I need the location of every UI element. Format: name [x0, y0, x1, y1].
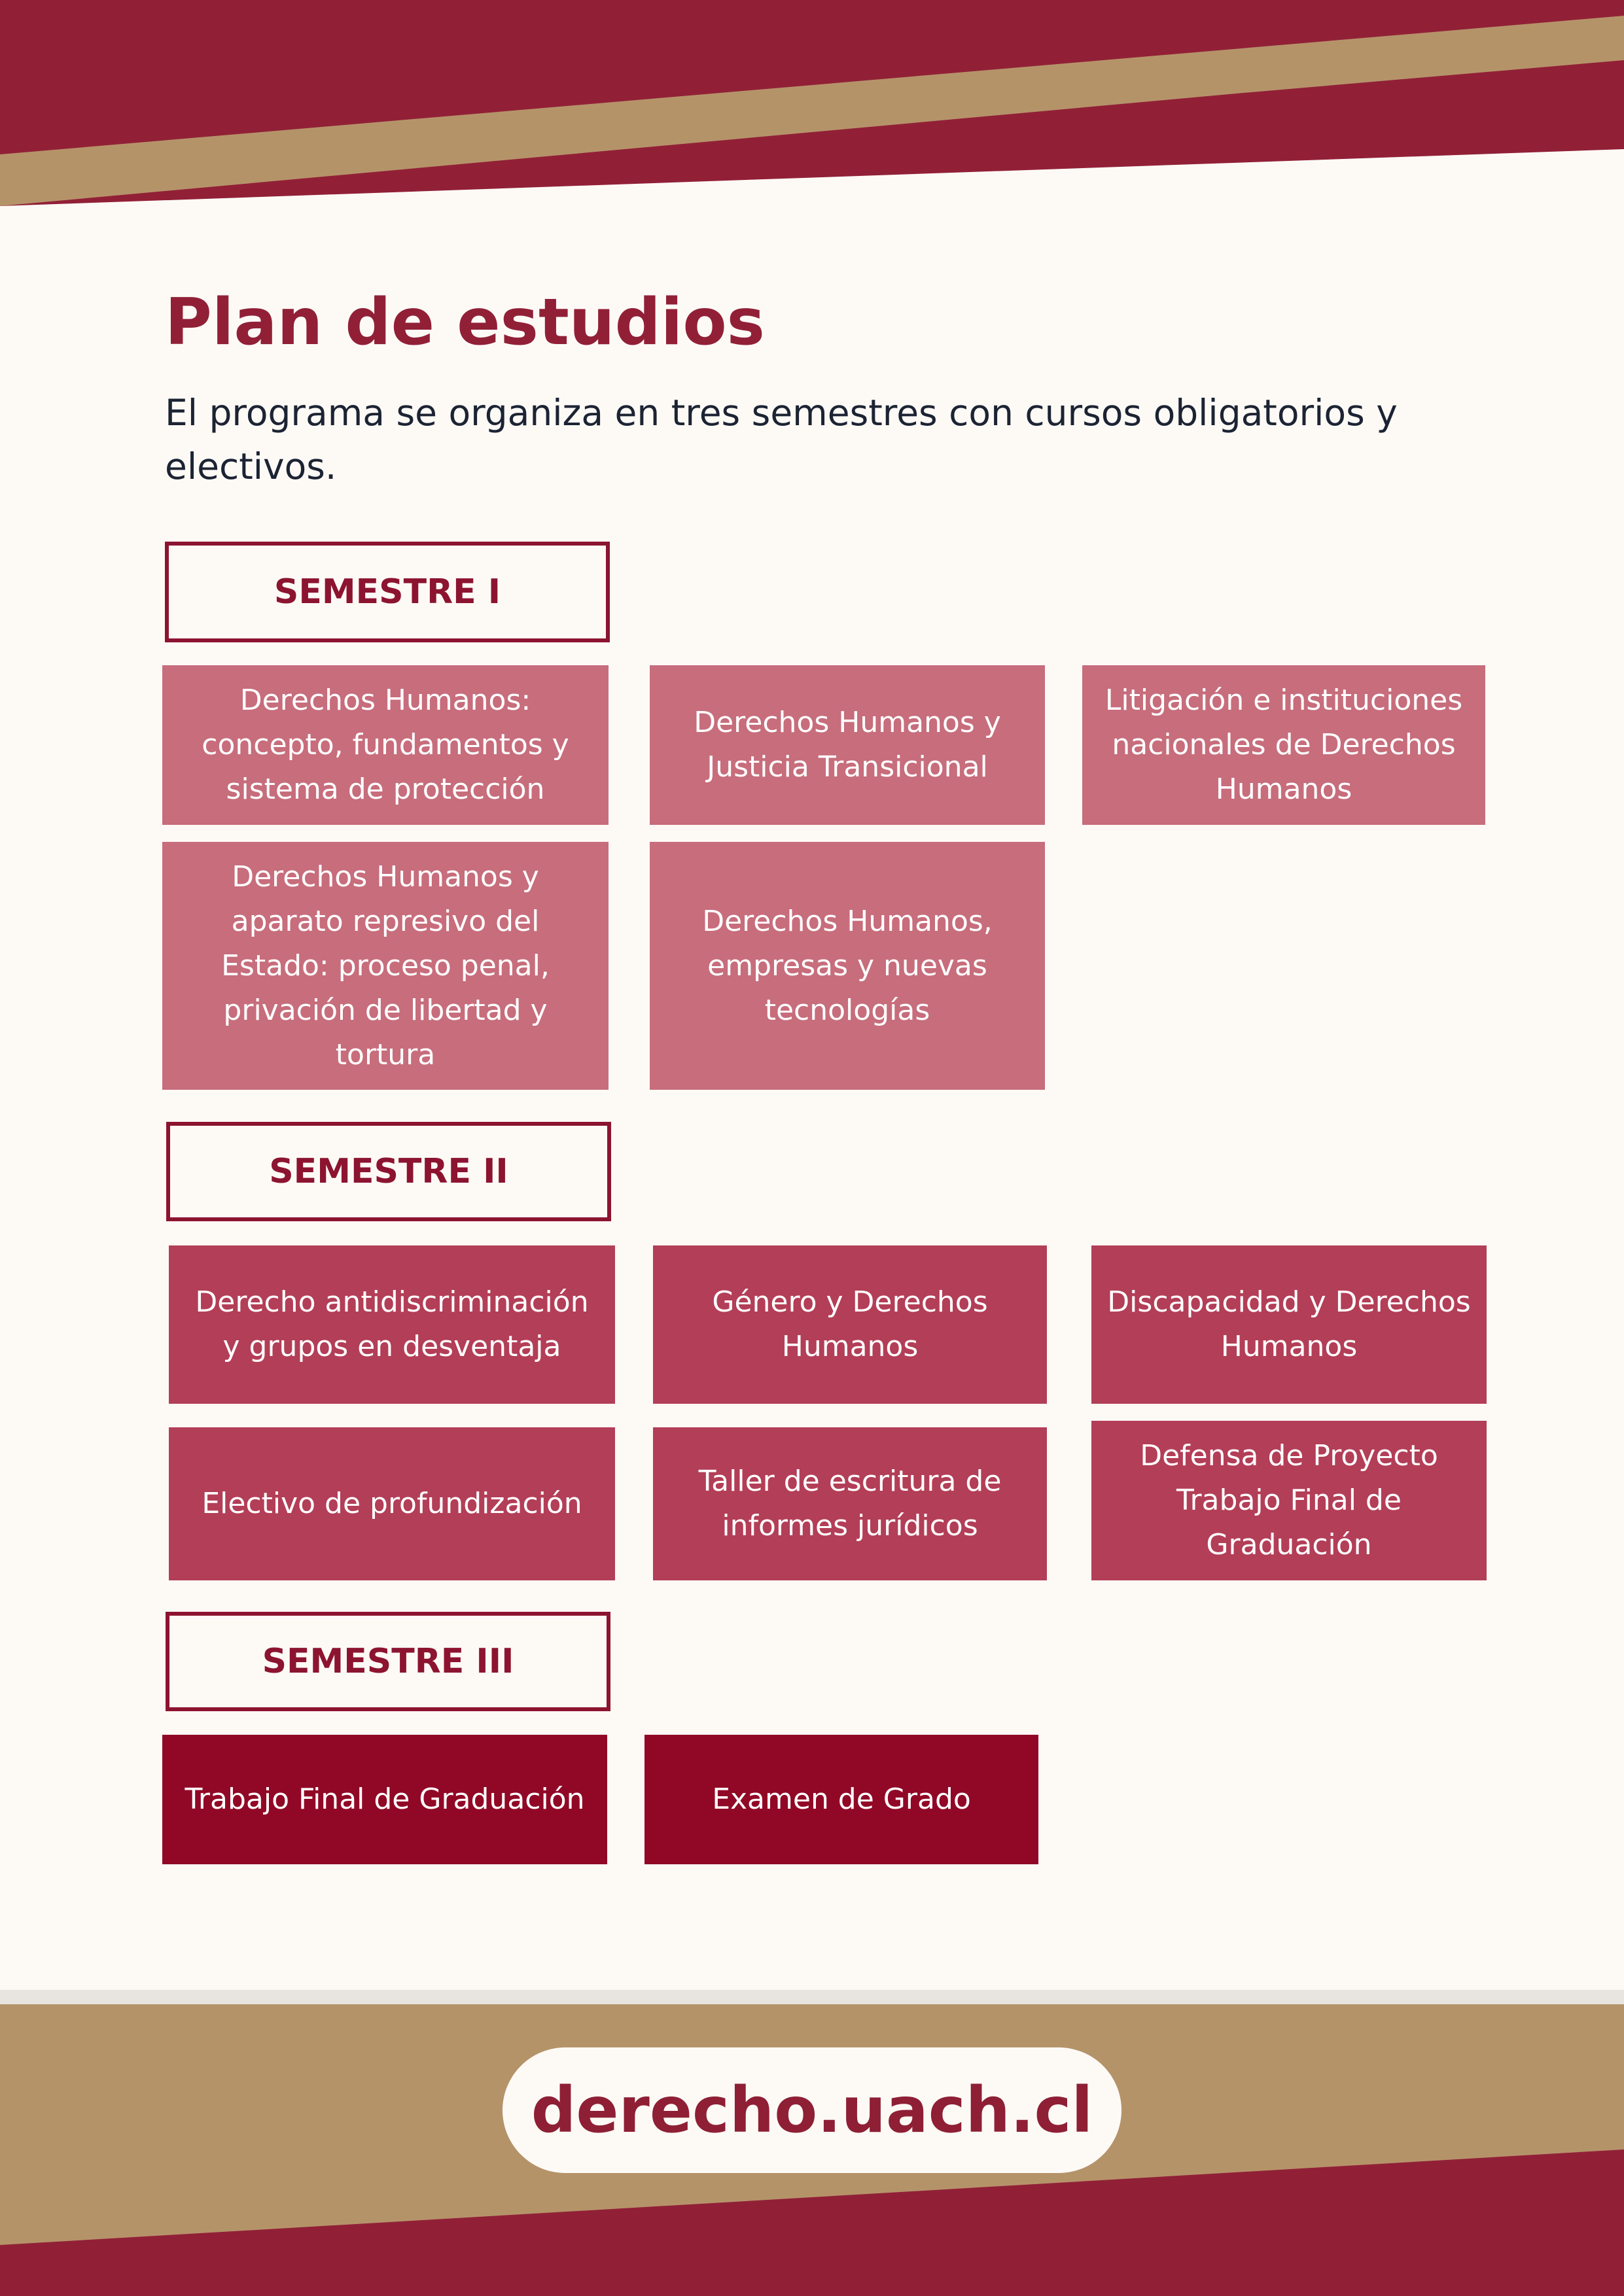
- course-card: Derecho antidiscriminación y grupos en desventaja: [169, 1245, 615, 1404]
- course-card: Defensa de Proyecto Trabajo Final de Graduación: [1091, 1421, 1487, 1580]
- page-intro: El programa se organiza en tres semestres con cursos obligatorios y electivos.: [165, 392, 1398, 487]
- course-card: Derechos Humanos, empresas y nuevas tecnologías: [650, 842, 1045, 1090]
- website-pill: [503, 2047, 1121, 2173]
- course-card: Discapacidad y Derechos Humanos: [1091, 1245, 1487, 1404]
- semester-1-label: SEMESTRE I: [165, 542, 610, 642]
- course-card: Derechos Humanos y aparato represivo del Estado: proceso penal, privación de libertad y tortura: [162, 842, 609, 1090]
- course-card: Litigación e instituciones nacionales de Derechos Humanos: [1082, 665, 1485, 825]
- semester-3-label: SEMESTRE III: [166, 1612, 610, 1711]
- course-card: Electivo de profundización: [169, 1427, 615, 1580]
- course-card: Examen de Grado: [644, 1735, 1038, 1864]
- website-link[interactable]: derecho.uach.cl: [531, 2074, 1093, 2147]
- course-card: Trabajo Final de Graduación: [162, 1735, 607, 1864]
- footer-light-strip: [0, 1990, 1624, 2004]
- course-card: Derechos Humanos y Justicia Transicional: [650, 665, 1045, 825]
- page-title: Plan de estudios: [165, 285, 765, 360]
- course-card: Género y Derechos Humanos: [653, 1245, 1047, 1404]
- course-card: Derechos Humanos: concepto, fundamentos y sistema de protección: [162, 665, 609, 825]
- semester-2-label: SEMESTRE II: [166, 1122, 611, 1221]
- course-card: Taller de escritura de informes jurídicos: [653, 1427, 1047, 1580]
